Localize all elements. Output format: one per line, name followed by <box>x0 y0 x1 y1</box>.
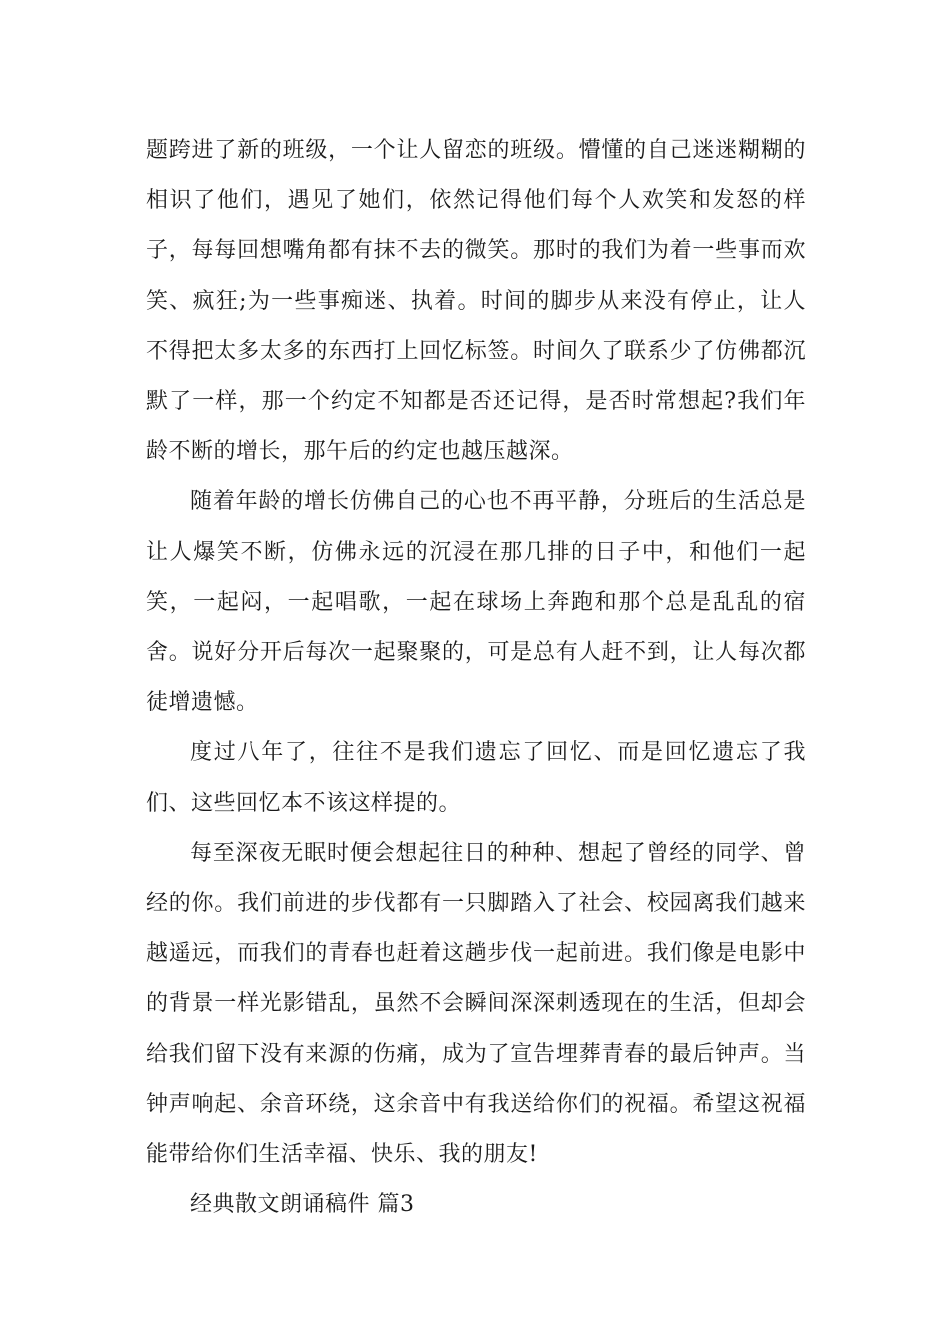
paragraph: 度过八年了，往往不是我们遗忘了回忆、而是回忆遗忘了我们、这些回忆本不该这样提的。 <box>146 740 806 816</box>
paragraph: 每至深夜无眠时便会想起往日的种种、想起了曾经的同学、曾经的你。我们前进的步伐都有一只脚踏入了社会、校园离我们越来越遥远，而我们的青春也赶着这趟步伐一起前进。我们像是电影中的背景一样光影错乱，虽然不会瞬间深深刺透现在的生活，但却会给我们留下没有来源的伤痛，成为了宣告埋葬青春的最后钟声。当钟声响起、余音环绕，这余音中有我送给你们的祝福。希望这祝福能带给你们生活幸福、快乐、我的朋友! <box>146 840 806 1168</box>
section-heading: 经典散文朗诵稿件 篇3 <box>190 1192 415 1218</box>
paragraph-continuation: 题跨进了新的班级，一个让人留恋的班级。懵懂的自己迷迷糊糊的相识了他们，遇见了她们，依然记得他们每个人欢笑和发怒的样子，每每回想嘴角都有抹不去的微笑。那时的我们为着一些事而欢笑、疯狂;为一些事痴迷、执着。时间的脚步从来没有停止，让人不得把太多太多的东西打上回忆标签。时间久了联系少了仿佛都沉默了一样，那一个约定不知都是否还记得，是否时常想起?我们年龄不断的增长，那午后的约定也越压越深。 <box>146 138 806 465</box>
paragraph: 随着年龄的增长仿佛自己的心也不再平静，分班后的生活总是让人爆笑不断，仿佛永远的沉浸在那几排的日子中，和他们一起笑，一起闷，一起唱歌，一起在球场上奔跑和那个总是乱乱的宿舍。说好分开后每次一起聚聚的，可是总有人赶不到，让人每次都徒增遗憾。 <box>146 489 806 716</box>
document-body <box>146 126 806 1230</box>
